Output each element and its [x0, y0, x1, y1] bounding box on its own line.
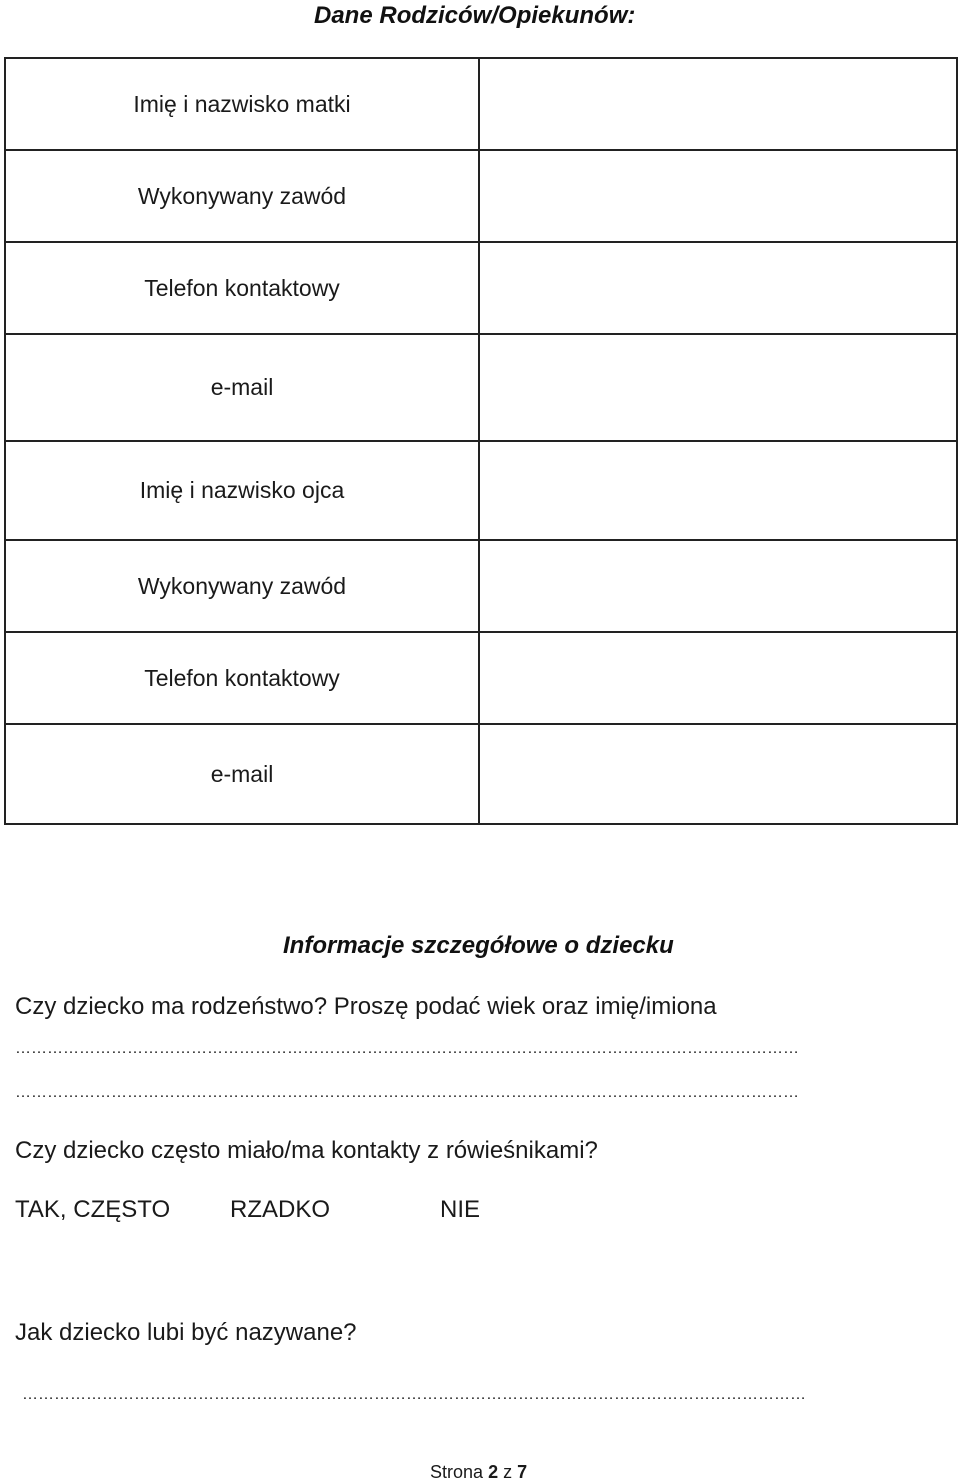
mother-email-label: e-mail	[5, 334, 479, 441]
siblings-answer-line-1[interactable]: …………………………………………………………………………………………………………………………………	[15, 1040, 799, 1057]
father-name-field[interactable]	[479, 441, 957, 540]
table-row	[5, 334, 957, 441]
mother-name-field[interactable]	[479, 58, 957, 150]
footer-separator: z	[503, 1462, 513, 1482]
siblings-answer-line-2[interactable]: …………………………………………………………………………………………………………………………………	[15, 1084, 799, 1101]
father-email-field[interactable]	[479, 724, 957, 824]
table-row	[5, 724, 957, 824]
mother-phone-field[interactable]	[479, 242, 957, 334]
mother-email-field[interactable]	[479, 334, 957, 441]
current-page-number: 2	[488, 1462, 499, 1482]
child-section-title: Informacje szczegółowe o dziecku	[283, 932, 674, 959]
table-row	[5, 632, 957, 724]
father-name-label: Imię i nazwisko ojca	[5, 441, 479, 540]
table-row	[5, 540, 957, 632]
page-footer	[430, 1462, 527, 1483]
option-often[interactable]: TAK, CZĘSTO	[15, 1196, 171, 1223]
mother-occupation-label: Wykonywany zawód	[5, 150, 479, 242]
father-occupation-field[interactable]	[479, 540, 957, 632]
father-phone-label: Telefon kontaktowy	[5, 632, 479, 724]
peers-question: Czy dziecko często miało/ma kontakty z rówieśnikami?	[15, 1137, 598, 1164]
father-phone-field[interactable]	[479, 632, 957, 724]
father-email-label: e-mail	[5, 724, 479, 824]
table-row	[5, 242, 957, 334]
mother-name-label: Imię i nazwisko matki	[5, 58, 479, 150]
mother-occupation-field[interactable]	[479, 150, 957, 242]
father-occupation-label: Wykonywany zawód	[5, 540, 479, 632]
nickname-answer-line[interactable]: …………………………………………………………………………………………………………………………………	[22, 1386, 806, 1403]
parents-table	[4, 57, 958, 825]
table-row	[5, 150, 957, 242]
total-pages-number: 7	[517, 1462, 528, 1482]
siblings-question: Czy dziecko ma rodzeństwo? Proszę podać wiek oraz imię/imiona	[15, 993, 717, 1020]
table-row	[5, 58, 957, 150]
mother-phone-label: Telefon kontaktowy	[5, 242, 479, 334]
parents-section-title: Dane Rodziców/Opiekunów:	[314, 2, 636, 29]
table-row	[5, 441, 957, 540]
footer-prefix: Strona	[430, 1462, 484, 1482]
option-no[interactable]: NIE	[440, 1196, 481, 1223]
nickname-question: Jak dziecko lubi być nazywane?	[15, 1319, 357, 1346]
option-rarely[interactable]: RZADKO	[230, 1196, 331, 1223]
